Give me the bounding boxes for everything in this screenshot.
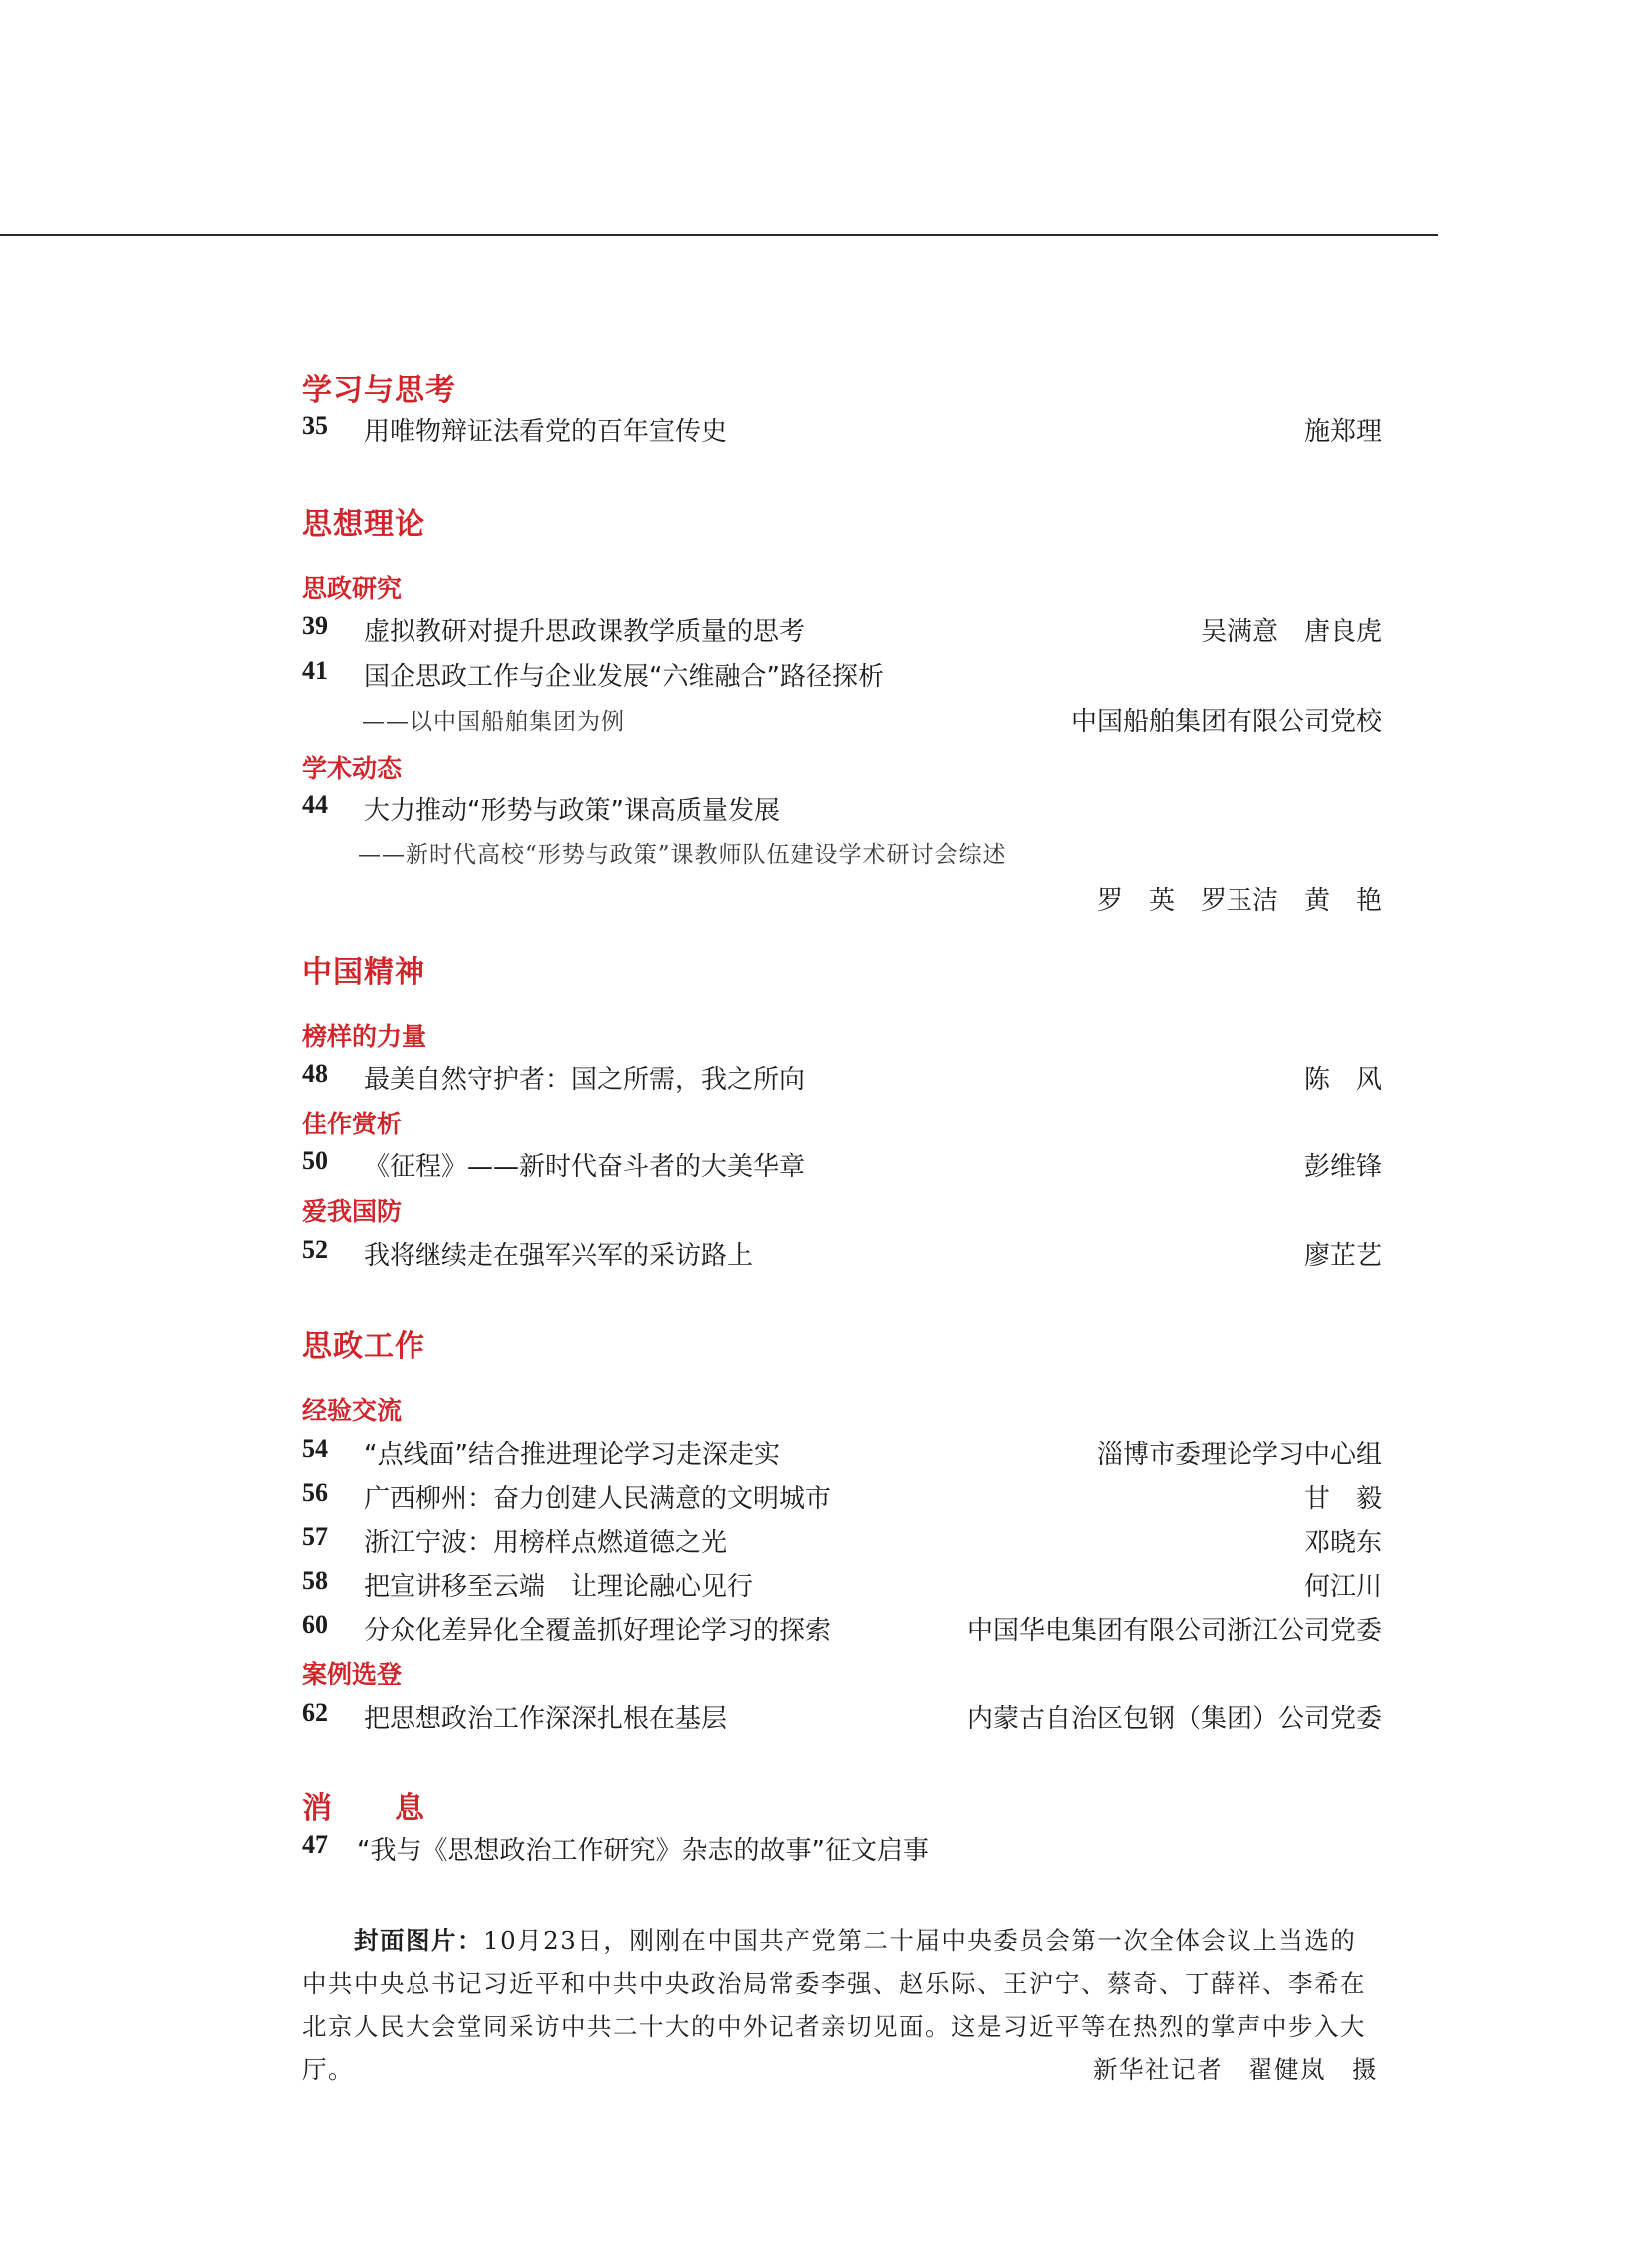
- page-number: 57: [302, 1522, 328, 1551]
- toc-entry[interactable]: [302, 1830, 1382, 1869]
- article-title: “我与《思想政治工作研究》杂志的故事”征文启事: [357, 1836, 929, 1866]
- article-subtitle: ——新时代高校“形势与政策”课教师队伍建设学术研讨会综述: [358, 842, 1007, 868]
- toc-entry-author-row: [302, 701, 1382, 741]
- subsection-title-experience: 经验交流: [302, 1396, 403, 1425]
- page-number: 58: [302, 1566, 328, 1595]
- page-number: 39: [302, 611, 328, 640]
- toc-entry[interactable]: [302, 1698, 1382, 1738]
- toc-entry[interactable]: [302, 1059, 1382, 1099]
- page-number: 48: [302, 1059, 328, 1088]
- article-author: 中国华电集团有限公司浙江公司党委: [966, 1616, 1382, 1646]
- article-author: 淄博市委理论学习中心组: [1096, 1440, 1382, 1470]
- page-number: 60: [302, 1610, 328, 1639]
- toc-entry[interactable]: [302, 611, 1382, 651]
- article-author: 内蒙古自治区包钢（集团）公司党委: [966, 1704, 1382, 1734]
- article-title: “点线面”结合推进理论学习走深走实: [364, 1440, 780, 1470]
- subsection-title-research: 思政研究: [302, 574, 403, 603]
- page-number: 62: [302, 1698, 328, 1727]
- section-title-work: 思政工作: [302, 1329, 425, 1364]
- article-title: 大力推动“形势与政策”课高质量发展: [364, 796, 780, 826]
- article-author: 罗 英 罗玉洁 黄 艳: [1096, 886, 1382, 916]
- article-author: 何江川: [1303, 1572, 1382, 1602]
- article-title: 《征程》——新时代奋斗者的大美华章: [364, 1152, 806, 1182]
- section-title-news: 消 息: [302, 1791, 425, 1826]
- article-title: 广西柳州：奋力创建人民满意的文明城市: [364, 1484, 832, 1514]
- photo-credit: 新华社记者 翟健岚 摄: [1093, 2055, 1378, 2084]
- article-author: 中国船舶集团有限公司党校: [1070, 707, 1382, 737]
- article-title: 国企思政工作与企业发展“六维融合”路径探析: [364, 662, 884, 692]
- article-title: 虚拟教研对提升思政课教学质量的思考: [364, 617, 806, 647]
- toc-entry[interactable]: [302, 656, 1382, 696]
- page-number: 52: [302, 1235, 328, 1264]
- cover-caption-body: 10月23日，刚刚在中国共产党第二十届中央委员会第一次全体会议上当选的中共中央总书记习近平和中共中央政治局常委李强、赵乐际、王沪宁、蔡奇、丁薛祥、李希在北京人民大会堂同采访中共二十大的中外记者亲切见面。这是习近平等在热烈的掌声中步入大厅。: [302, 1926, 1366, 2084]
- page-number: 35: [302, 411, 328, 440]
- toc-entry[interactable]: [302, 1478, 1382, 1518]
- article-title: 最美自然守护者：国之所需，我之所向: [364, 1065, 806, 1095]
- article-author: 廖芷艺: [1303, 1241, 1382, 1271]
- article-author: 彭维锋: [1303, 1152, 1382, 1182]
- section-title-study: 学习与思考: [302, 374, 456, 408]
- toc-entry[interactable]: [302, 411, 1382, 451]
- article-title: 把思想政治工作深深扎根在基层: [364, 1704, 728, 1734]
- subsection-title-role-model: 榜样的力量: [302, 1022, 427, 1051]
- article-author: 吴满意 唐良虎: [1200, 617, 1382, 647]
- cover-caption-label: 封面图片：: [354, 1926, 483, 1955]
- article-author: 邓晓东: [1303, 1528, 1382, 1558]
- page-number: 56: [302, 1478, 328, 1507]
- page-number: 41: [302, 656, 328, 685]
- subsection-title-appreciation: 佳作赏析: [302, 1110, 403, 1138]
- toc-entry[interactable]: [302, 1610, 1382, 1650]
- toc-entry[interactable]: [302, 1434, 1382, 1474]
- page-number: 54: [302, 1434, 328, 1463]
- article-title: 分众化差异化全覆盖抓好理论学习的探索: [364, 1616, 832, 1646]
- cover-caption: [302, 1919, 1378, 2091]
- article-subtitle: ——以中国船舶集团为例: [362, 709, 625, 735]
- top-rule: [0, 234, 1438, 236]
- article-title: 把宣讲移至云端 让理论融心见行: [364, 1572, 754, 1602]
- article-title: 浙江宁波：用榜样点燃道德之光: [364, 1528, 728, 1558]
- page-number: 47: [302, 1830, 328, 1859]
- toc-entry[interactable]: [302, 1235, 1382, 1275]
- article-author: 陈 风: [1303, 1065, 1382, 1095]
- section-title-theory: 思想理论: [302, 507, 425, 542]
- article-author: 施郑理: [1303, 417, 1382, 447]
- subsection-title-academic: 学术动态: [302, 754, 403, 783]
- page-number: 50: [302, 1146, 328, 1175]
- toc-entry[interactable]: [302, 1146, 1382, 1186]
- subsection-title-cases: 案例选登: [302, 1660, 403, 1689]
- toc-entry[interactable]: [302, 1566, 1382, 1606]
- article-title: 我将继续走在强军兴军的采访路上: [364, 1241, 754, 1271]
- toc-entry[interactable]: [302, 1522, 1382, 1562]
- article-author: 甘 毅: [1303, 1484, 1382, 1514]
- subsection-title-defense: 爱我国防: [302, 1197, 403, 1226]
- section-title-spirit: 中国精神: [302, 955, 425, 990]
- page-number: 44: [302, 790, 328, 819]
- article-title: 用唯物辩证法看党的百年宣传史: [364, 417, 728, 447]
- toc-entry[interactable]: [302, 790, 1382, 830]
